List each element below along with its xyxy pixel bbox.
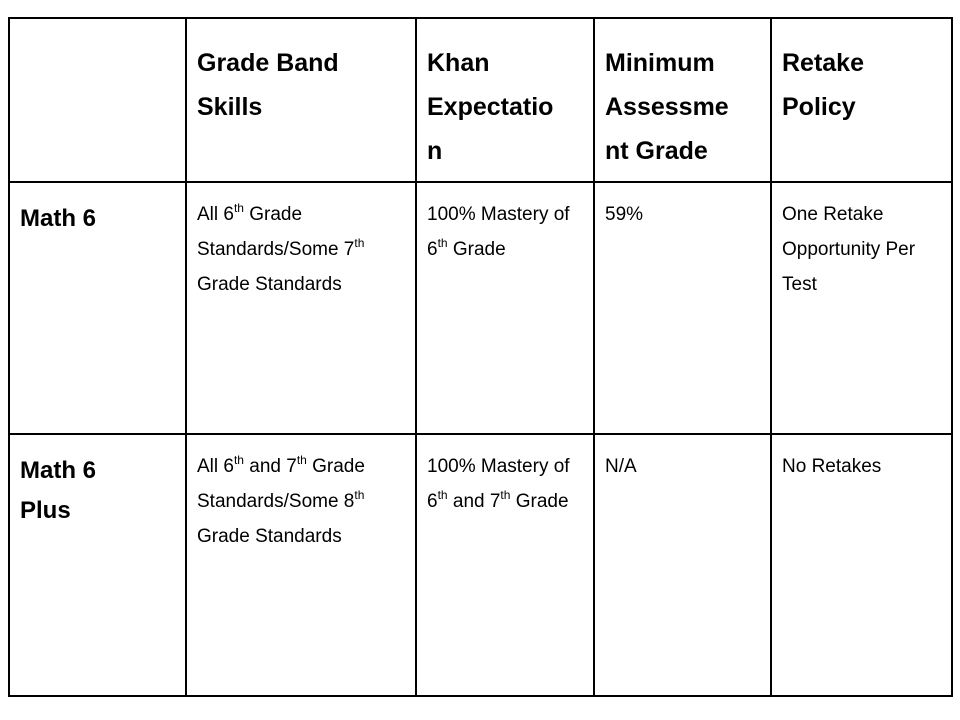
min-grade-cell: 59%: [594, 182, 771, 434]
retake-cell: One Retake Opportunity Per Test: [771, 182, 952, 434]
grade-band-skills-header: Grade Band Skills: [186, 18, 416, 182]
skills-cell: All 6th and 7th Grade Standards/Some 8th Grade Standards: [186, 434, 416, 696]
grade-policy-table: [8, 17, 953, 697]
course-cell: Math 6: [9, 182, 186, 434]
skills-cell: All 6th Grade Standards/Some 7th Grade Standards: [186, 182, 416, 434]
retake-cell: No Retakes: [771, 434, 952, 696]
course-cell: Math 6 Plus: [9, 434, 186, 696]
minimum-assessment-grade-header: Minimum Assessme nt Grade: [594, 18, 771, 182]
table-row: [9, 434, 952, 696]
retake-policy-header: Retake Policy: [771, 18, 952, 182]
header-row: [9, 18, 952, 182]
min-grade-cell: N/A: [594, 434, 771, 696]
khan-cell: 100% Mastery of 6th Grade: [416, 182, 594, 434]
khan-cell: 100% Mastery of 6th and 7th Grade: [416, 434, 594, 696]
corner-header-cell: [9, 18, 186, 182]
khan-expectation-header: Khan Expectatio n: [416, 18, 594, 182]
table-row: [9, 182, 952, 434]
